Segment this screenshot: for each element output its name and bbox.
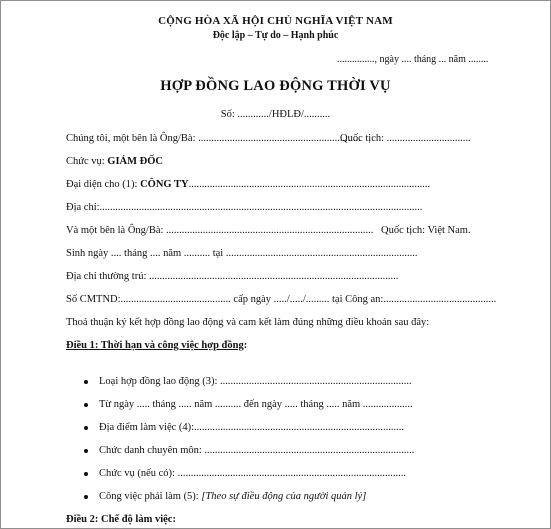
list-item: Chức vụ (nếu có): ....................................................................................... (99, 468, 406, 479)
position-value: GIÁM ĐỐC (107, 156, 163, 167)
party-a-nationality: Quốc tịch: ................................ (340, 133, 471, 144)
bullet-icon (84, 495, 88, 499)
agreement-text: Thoả thuận ký kết hợp đồng lao động và cam kết làm đúng những điều khoản sau đây: (66, 317, 430, 328)
party-a-represent (66, 178, 430, 191)
list-item: Loại hợp đồng lao động (3): ......................................................................... (99, 376, 412, 387)
date-line: ..............., ngày .... tháng ... năm ........ (337, 54, 489, 65)
article2-heading: Điều 2: Chế độ làm việc: (66, 514, 176, 525)
document-title: HỢP ĐỒNG LAO ĐỘNG THỜI VỤ (160, 78, 391, 94)
party-a-address: Địa chỉ:........................................................................................................................... (66, 202, 423, 213)
work-value: [Theo sự điều động của người quản lý] (201, 491, 367, 502)
party-a-name: Chúng tôi, một bên là Ông/Bà: .............................................................. (66, 133, 361, 144)
list-item (99, 490, 366, 503)
party-b-residence: Địa chỉ thường trú: ............................................................................................... (66, 271, 399, 282)
party-b-name: Và một bên là Ông/Bà: ............................................................................... (66, 225, 374, 236)
list-item: Chức danh chuyên môn: ................................................................................ (99, 445, 415, 456)
bullet-icon (84, 472, 88, 476)
list-item: Từ ngày ..... tháng ..... năm .......... đến ngày ..... tháng ..... năm ................... (99, 399, 413, 410)
motto: Độc lập – Tự do – Hạnh phúc (212, 30, 339, 41)
party-b-dob: Sinh ngày .... tháng .... năm .......... tại ......................................................................... (66, 248, 418, 259)
represent-label: Đại diện cho (1): (66, 179, 141, 190)
position-label: Chức vụ: (66, 156, 108, 167)
bullet-icon (84, 449, 88, 453)
nation-heading: CỘNG HÒA XÃ HỘI CHỦ NGHĨA VIỆT NAM (158, 15, 393, 27)
represent-dots: ............................................................................................ (188, 179, 431, 190)
article1-heading (66, 339, 247, 352)
contract-number: Số: ............/HĐLĐ/.......... (220, 109, 331, 120)
bullet-icon (84, 426, 88, 430)
article1-heading-suffix: : (243, 340, 248, 351)
article1-heading-text: Điều 1: Thời hạn và công việc hợp đồng (66, 340, 244, 351)
bullet-icon (84, 380, 88, 384)
party-b-nationality: Quốc tịch: Việt Nam. (381, 225, 471, 236)
list-item: Địa điểm làm việc (4):................................................................................ (99, 422, 405, 433)
party-b-id: Số CMTND:.......................................... cấp ngày ...../...../......... tại Công an:........................................... (66, 294, 497, 305)
party-a-position (66, 155, 163, 168)
work-label: Công việc phải làm (5): (99, 491, 202, 502)
represent-value: CÔNG TY (140, 179, 189, 190)
bullet-icon (84, 403, 88, 407)
